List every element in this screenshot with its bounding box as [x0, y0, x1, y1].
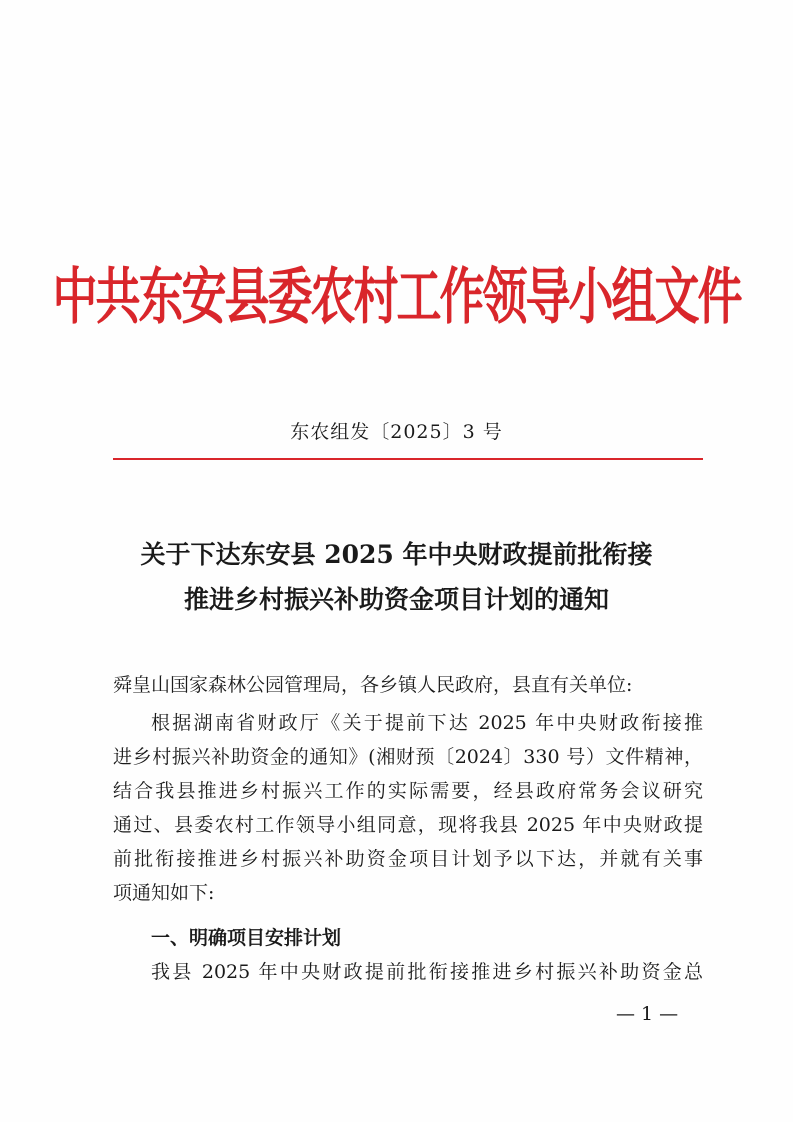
paragraph-line: 通过、县委农村工作领导小组同意，现将我县 2025 年中央财政提 — [113, 814, 703, 836]
paragraph-line: 我县 2025 年中央财政提前批衔接推进乡村振兴补助资金总 — [151, 961, 703, 983]
paragraph-line: 项通知如下: — [113, 882, 215, 904]
document-number: 东农组发〔2025〕3 号 — [290, 421, 503, 443]
addressee-line: 舜皇山国家森林公园管理局，各乡镇人民政府，县直有关单位: — [113, 674, 633, 696]
section-heading: 一、明确项目安排计划 — [151, 927, 342, 949]
paragraph-line: 根据湖南省财政厅《关于提前下达 2025 年中央财政衔接推 — [151, 712, 703, 734]
notice-title-line-2: 推进乡村振兴补助资金项目计划的通知 — [183, 585, 609, 614]
issuer-red-header: 中共东安县委农村工作领导小组文件 — [52, 260, 741, 333]
paragraph-line: 结合我县推进乡村振兴工作的实际需要，经县政府常务会议研究 — [113, 780, 703, 802]
paragraph-line: 进乡村振兴补助资金的通知》(湘财预〔2024〕330 号）文件精神， — [113, 746, 703, 768]
notice-body — [113, 0, 703, 1122]
page-number: — 1 — — [616, 1003, 679, 1025]
paragraph-line: 前批衔接推进乡村振兴补助资金项目计划予以下达，并就有关事 — [113, 848, 703, 870]
notice-title-line-1: 关于下达东安县 2025 年中央财政提前批衔接 — [140, 540, 653, 569]
